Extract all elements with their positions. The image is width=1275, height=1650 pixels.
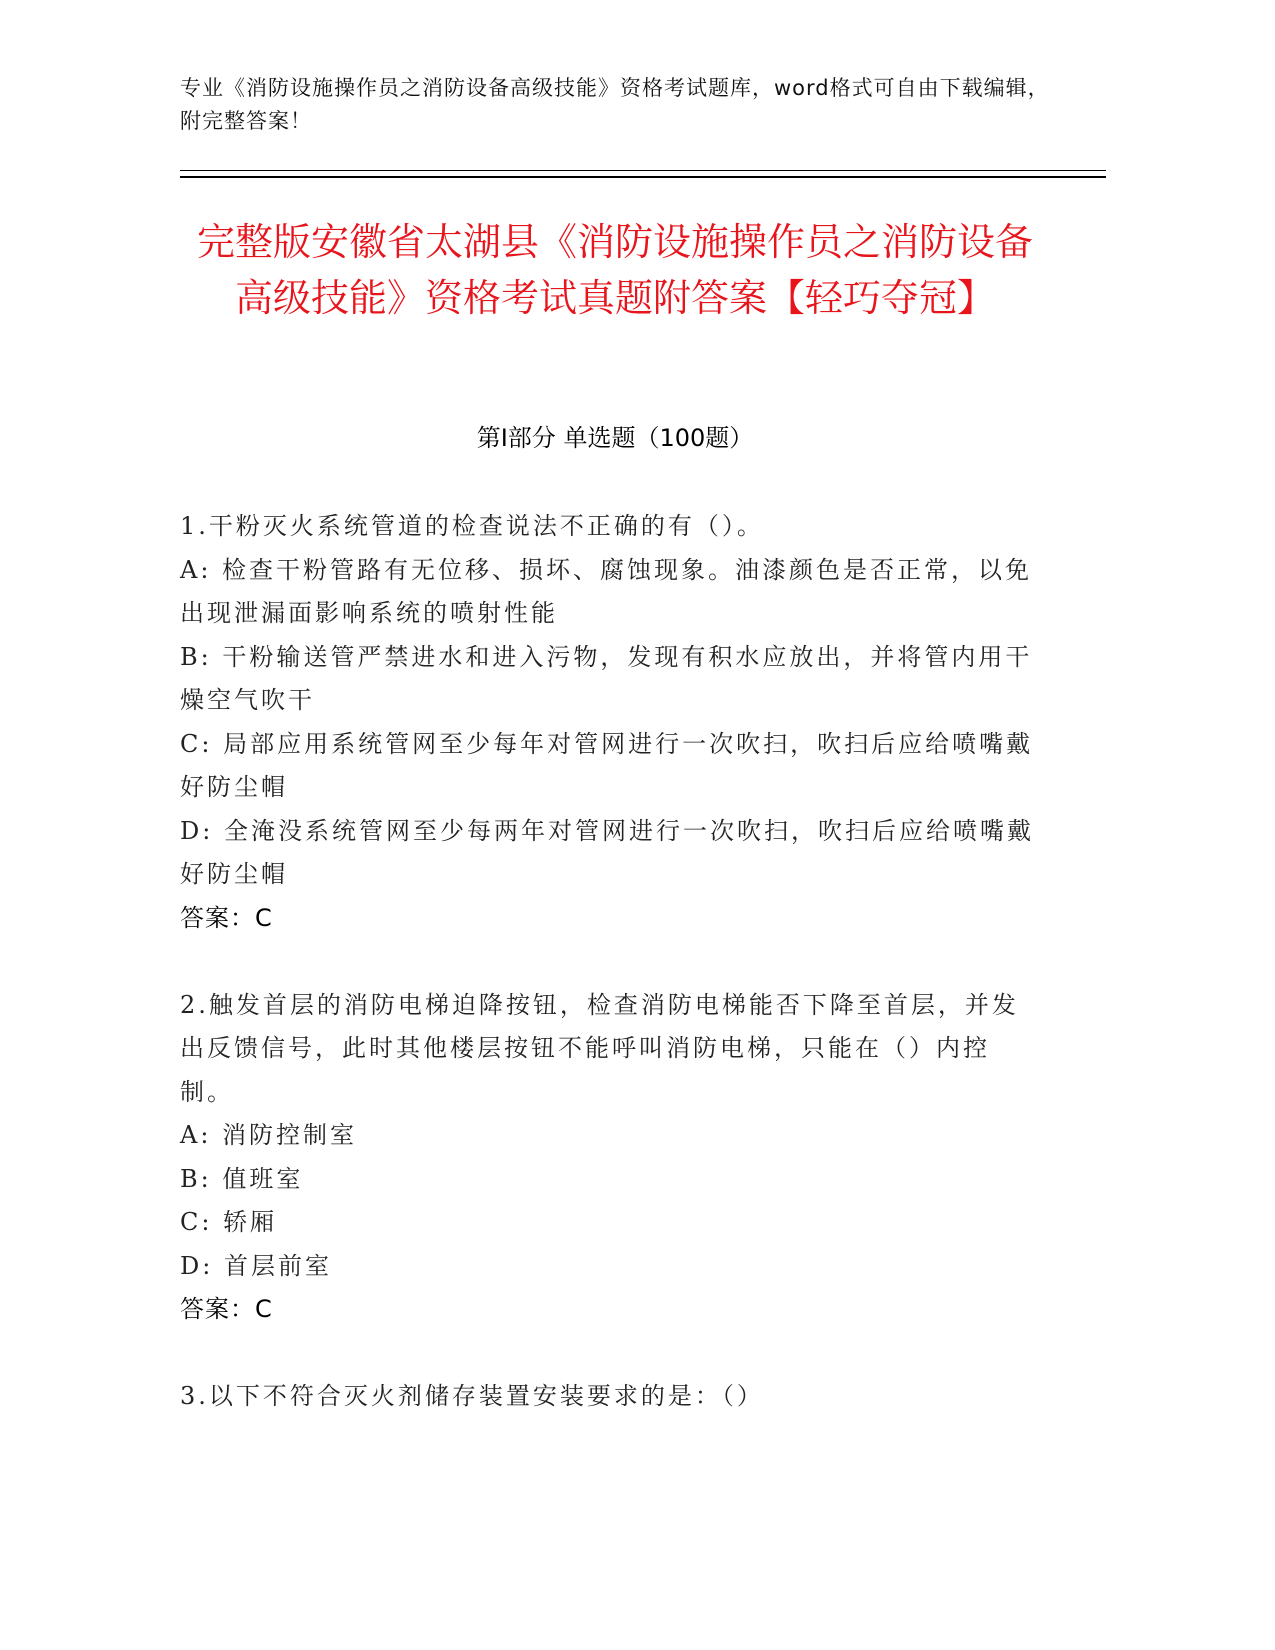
option-c: C: 局部应用系统管网至少每年对管网进行一次吹扫，吹扫后应给喷嘴戴好防尘帽: [180, 729, 1034, 801]
question-stem: 1.干粉灭火系统管道的检查说法不正确的有（）。: [180, 512, 764, 540]
option-d: D: 全淹没系统管网至少每两年对管网进行一次吹扫，吹扫后应给喷嘴戴好防尘帽: [180, 816, 1034, 888]
section-heading: 第Ⅰ部分 单选题（100题）: [476, 424, 754, 452]
header-divider-thick: [180, 176, 1106, 178]
question-gap: [180, 940, 1040, 984]
option-d: D: 首层前室: [180, 1251, 332, 1280]
question-list: [180, 505, 1040, 1419]
option-a: A: 检查干粉管路有无位移、损坏、腐蚀现象。油漆颜色是否正常，以免出现泄漏面影响系统的喷射性能: [180, 555, 1033, 627]
document-title: 完整版安徽省太湖县《消防设施操作员之消防设备高级技能》资格考试真题附答案【轻巧夺冠】: [196, 220, 1033, 320]
question-2: [180, 984, 1040, 1332]
question-3: [180, 1375, 1040, 1419]
header-note: 专业《消防设施操作员之消防设备高级技能》资格考试题库，word格式可自由下载编辑，附完整答案！: [180, 76, 1050, 133]
question-stem: 2.触发首层的消防电梯迫降按钮，检查消防电梯能否下降至首层，并发出反馈信号，此时其他楼层按钮不能呼叫消防电梯，只能在（）内控制。: [180, 990, 1019, 1106]
header-divider-thin: [180, 170, 1106, 171]
option-c: C: 轿厢: [180, 1208, 278, 1236]
answer: 答案：C: [180, 903, 273, 932]
question-1: [180, 505, 1040, 940]
question-stem: 3.以下不符合灭火剂储存装置安装要求的是：（）: [180, 1382, 764, 1410]
option-b: B: 值班室: [180, 1164, 304, 1193]
option-b: B: 干粉输送管严禁进水和进入污物，发现有积水应放出，并将管内用干燥空气吹干: [180, 642, 1033, 714]
option-a: A: 消防控制室: [180, 1121, 358, 1149]
question-gap: [180, 1332, 1040, 1376]
answer: 答案：C: [180, 1295, 273, 1323]
